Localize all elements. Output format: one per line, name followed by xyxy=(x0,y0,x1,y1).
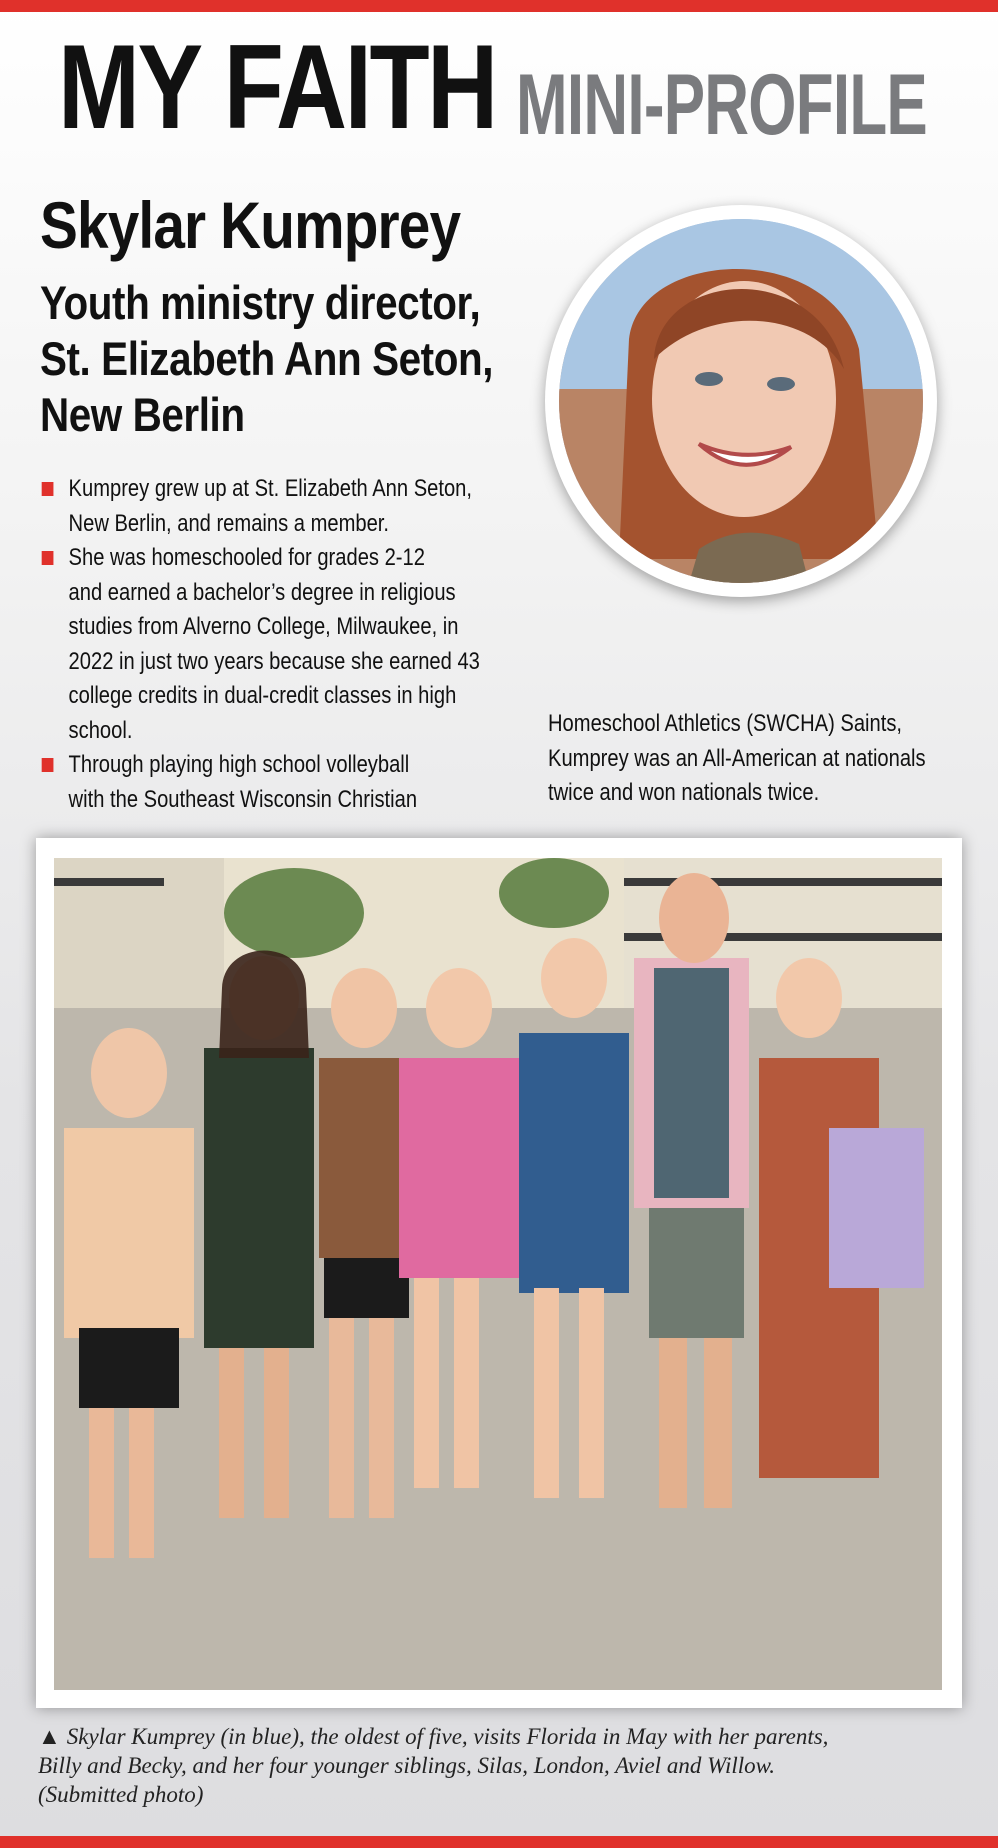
bullet-square-icon xyxy=(42,551,54,565)
profile-name: Skylar Kumprey xyxy=(40,188,461,262)
portrait-frame xyxy=(545,205,937,597)
role-line: St. Elizabeth Ann Seton, xyxy=(40,332,494,385)
portrait-photo xyxy=(559,219,923,583)
fact-line: She was homeschooled for grades 2-12 xyxy=(68,544,425,571)
fact-line: Homeschool Athletics (SWCHA) Saints, xyxy=(548,710,903,737)
section-title: MY FAITH xyxy=(58,20,496,154)
caption-text: Skylar Kumprey (in blue), the oldest of five, visits Florida in May with her parents, xyxy=(66,1724,829,1749)
fact-line: Through playing high school volleyball xyxy=(68,751,410,778)
fact-line: twice and won nationals twice. xyxy=(548,779,820,806)
caption-line: (Submitted photo) xyxy=(38,1782,204,1807)
profile-facts xyxy=(40,472,480,817)
top-accent-bar xyxy=(0,0,998,12)
fact-item xyxy=(40,541,531,748)
fact-line: 2022 in just two years because she earned 43 xyxy=(68,647,480,675)
fact-item xyxy=(40,472,531,541)
caption-triangle-icon: ▲ xyxy=(38,1724,61,1749)
caption-line: Billy and Becky, and her four younger siblings, Silas, London, Aviel and Willow. xyxy=(38,1753,776,1778)
profile-role xyxy=(40,275,539,443)
bullet-square-icon xyxy=(42,758,54,772)
fact-line: studies from Alverno College, Milwaukee, in xyxy=(68,613,459,640)
section-subtitle: MINI-PROFILE xyxy=(516,57,928,153)
fact-line: college credits in dual-credit classes in high xyxy=(68,682,457,709)
group-photo-frame xyxy=(36,838,962,1708)
bullet-square-icon xyxy=(42,482,54,496)
fact-line: and earned a bachelor’s degree in religious xyxy=(68,578,456,606)
fact-item xyxy=(40,748,531,817)
fact-line: school. xyxy=(68,716,133,744)
role-line: Youth ministry director, xyxy=(40,276,481,329)
photo-caption xyxy=(38,1722,958,1809)
fact-line: New Berlin, and remains a member. xyxy=(68,509,390,537)
role-line: New Berlin xyxy=(40,388,245,441)
fact-line: Kumprey grew up at St. Elizabeth Ann Seton, xyxy=(68,475,472,502)
bottom-accent-bar xyxy=(0,1836,998,1848)
fact-line: with the Southeast Wisconsin Christian xyxy=(68,785,418,813)
fact-continuation xyxy=(548,707,943,811)
group-photo-illustration xyxy=(54,858,942,1690)
group-photo xyxy=(54,858,942,1690)
fact-line: Kumprey was an All-American at nationals xyxy=(548,744,926,772)
caption-line xyxy=(38,1722,958,1751)
portrait-illustration xyxy=(559,219,923,583)
